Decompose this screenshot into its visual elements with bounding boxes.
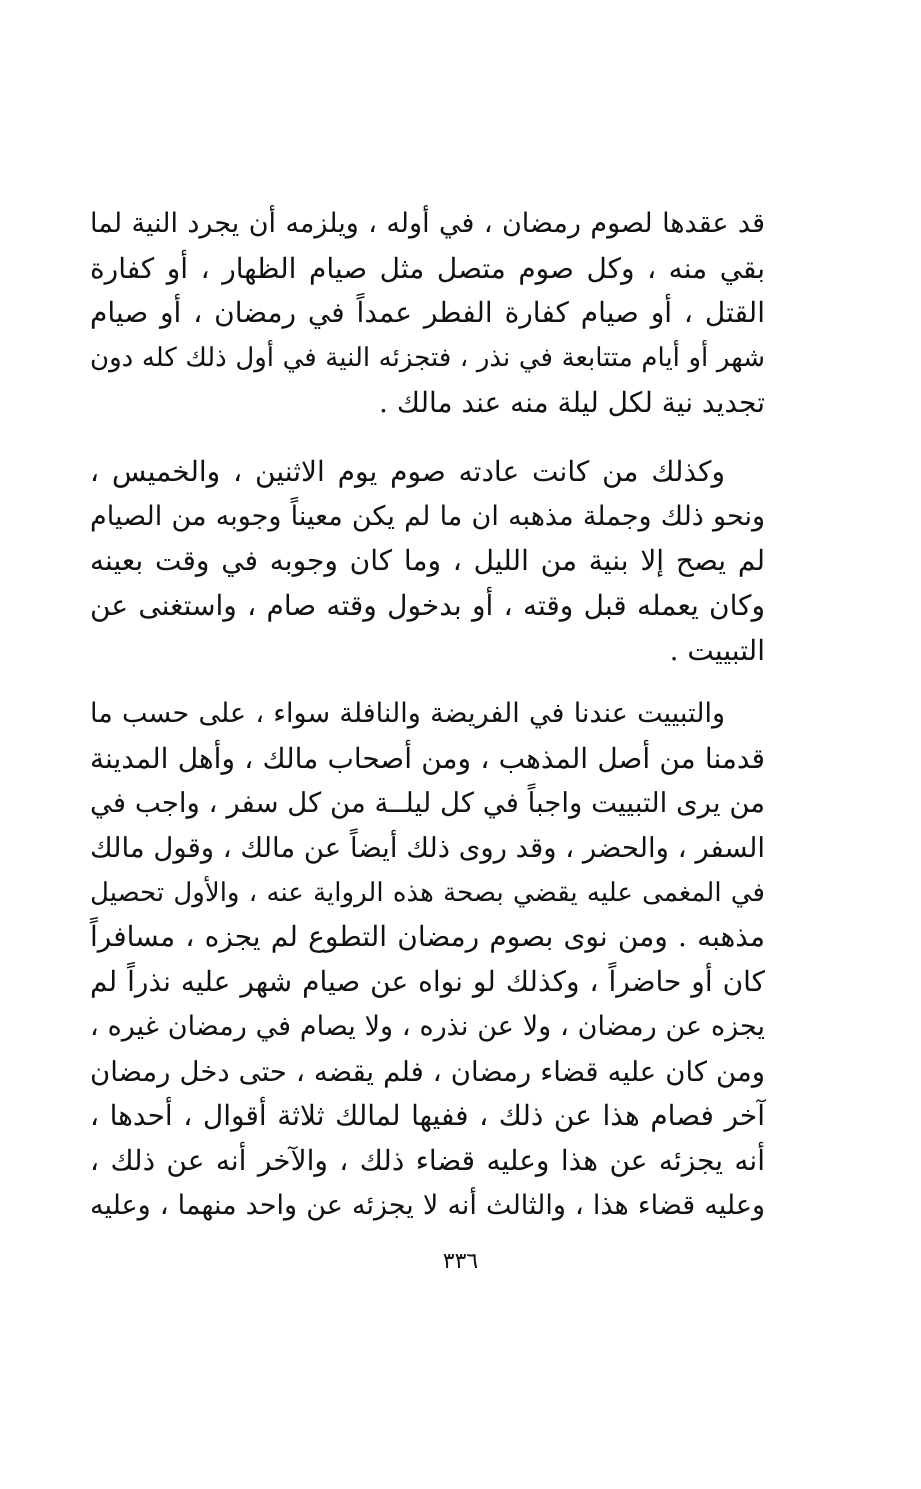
text-line: في المغمى عليه يقضي بصحة هذه الرواية عنه ، والأول تحصيل — [90, 877, 765, 908]
text-line: أنه يجزئه عن هذا وعليه قضاء ذلك ، والآخر أنه عن ذلك ، — [90, 1143, 765, 1177]
text-line: آخر فصام هذا عن ذلك ، ففيها لمالك ثلاثة أقوال ، أحدها ، — [90, 1099, 765, 1133]
text-line: تجديد نية لكل ليلة منه عند مالك . — [379, 385, 765, 419]
paragraph-1 — [90, 202, 765, 425]
text-line: وعليه قضاء هذا ، والثالث أنه لا يجزئه عن واحد منهما ، وعليه — [90, 1189, 765, 1221]
text-line: من يرى التبييت واجباً في كل ليلــة من كل سفر ، واجب في — [90, 787, 765, 820]
text-line: والتبييت عندنا في الفريضة والنافلة سواء ، على حسب ما — [90, 698, 725, 729]
text-line: يجزه عن رمضان ، ولا عن نذره ، ولا يصام في رمضان غيره ، — [90, 1010, 765, 1042]
text-line: وكان يعمله قبل وقته ، أو بدخول وقته صام ، واستغنى عن — [90, 589, 765, 623]
text-line: مذهبه . ومن نوى بصوم رمضان التطوع لم يجزه ، مسافراً — [90, 920, 765, 954]
text-line: وكذلك من كانت عادته صوم يوم الاثنين ، والخميس ، — [90, 455, 725, 488]
paragraph-3 — [90, 692, 765, 1228]
text-line: شهر أو أيام متتابعة في نذر ، فتجزئه النية في أول ذلك كله دون — [90, 343, 765, 374]
text-line: القتل ، أو صيام كفارة الفطر عمداً في رمضان ، أو صيام — [90, 296, 765, 330]
text-line: بقي منه ، وكل صوم متصل مثل صيام الظهار ، أو كفارة — [90, 251, 765, 285]
text-line: التبييت . — [669, 633, 765, 667]
text-line: ومن كان عليه قضاء رمضان ، فلم يقضه ، حتى دخل رمضان — [90, 1055, 765, 1088]
text-line: كان أو حاضراً ، وكذلك لو نواه عن صيام شهر عليه نذراً لم — [90, 965, 765, 999]
text-line: ونحو ذلك وجملة مذهبه ان ما لم يكن معيناً وجوبه من الصيام — [90, 500, 765, 532]
text-line: قدمنا من أصل المذهب ، ومن أصحاب مالك ، وأهل المدينة — [90, 741, 765, 775]
paragraph-2 — [90, 450, 765, 673]
text-line: لم يصح إلا بنية من الليل ، وما كان وجوبه في وقت بعينه — [90, 544, 765, 578]
page-number: ٣٣٦ — [442, 1249, 479, 1274]
text-line: قد عقدها لصوم رمضان ، في أوله ، ويلزمه أن يجرد النية لما — [90, 208, 765, 239]
text-line: السفر ، والحضر ، وقد روى ذلك أيضاً عن مالك ، وقول مالك — [90, 832, 765, 865]
